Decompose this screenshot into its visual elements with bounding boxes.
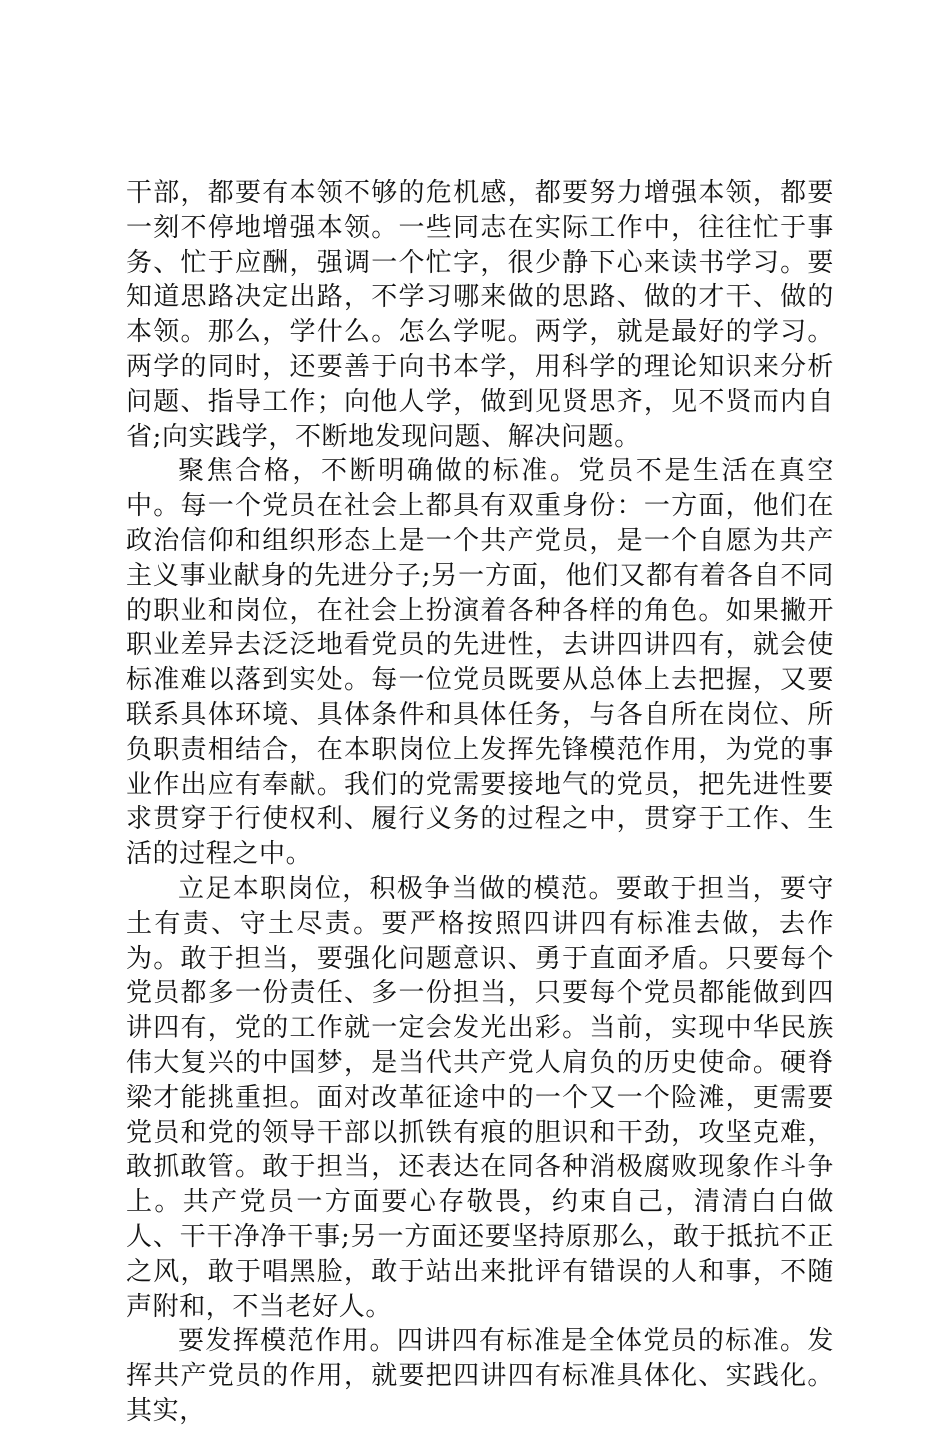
document-body xyxy=(126,176,834,1429)
paragraph-continued: 干部，都要有本领不够的危机感，都要努力增强本领，都要一刻不停地增强本领。一些同志在实际工作中，往往忙于事务、忙于应酬，强调一个忙字，很少静下心来读书学习。要知道思路决定出路，不学习哪来做的思路、做的才干、做的本领。那么，学什么。怎么学呢。两学，就是最好的学习。两学的同时，还要善于向书本学，用科学的理论知识来分析问题、指导工作；向他人学，做到见贤思齐，见不贤而内自省;向实践学，不断地发现问题、解决问题。 xyxy=(126,178,834,452)
paragraph-exemplary: 要发挥模范作用。四讲四有标准是全体党员的标准。发挥共产党员的作用，就要把四讲四有标准具体化、实践化。其实， xyxy=(126,1326,834,1426)
paragraph-role-model: 立足本职岗位，积极争当做的模范。要敢于担当，要守土有责、守土尽责。要严格按照四讲四有标准去做，去作为。敢于担当，要强化问题意识、勇于直面矛盾。只要每个党员都多一份责任、多一份担当，只要每个党员都能做到四讲四有，党的工作就一定会发光出彩。当前，实现中华民族伟大复兴的中国梦，是当代共产党人肩负的历史使命。硬脊梁才能挑重担。面对改革征途中的一个又一个险滩，更需要党员和党的领导干部以抓铁有痕的胆识和干劲，攻坚克难，敢抓敢管。敢于担当，还表达在同各种消极腐败现象作斗争上。共产党员一方面要心存敬畏，约束自己，清清白白做人、干干净净干事;另一方面还要坚持原那么，敢于抵抗不正之风，敢于唱黑脸，敢于站出来批评有错误的人和事，不随声附和，不当老好人。 xyxy=(126,873,834,1322)
paragraph-standard: 聚焦合格，不断明确做的标准。党员不是生活在真空中。每一个党员在社会上都具有双重身份：一方面，他们在政治信仰和组织形态上是一个共产党员，是一个自愿为共产主义事业献身的先进分子;另一方面，他们又都有着各自不同的职业和岗位，在社会上扮演着各种各样的角色。如果撇开职业差异去泛泛地看党员的先进性，去讲四讲四有，就会使标准难以落到实处。每一位党员既要从总体上去把握，又要联系具体环境、具体条件和具体任务，与各自所在岗位、所负职责相结合，在本职岗位上发挥先锋模范作用，为党的事业作出应有奉献。我们的党需要接地气的党员，把先进性要求贯穿于行使权利、履行义务的过程之中，贯穿于工作、生活的过程之中。 xyxy=(126,456,834,870)
